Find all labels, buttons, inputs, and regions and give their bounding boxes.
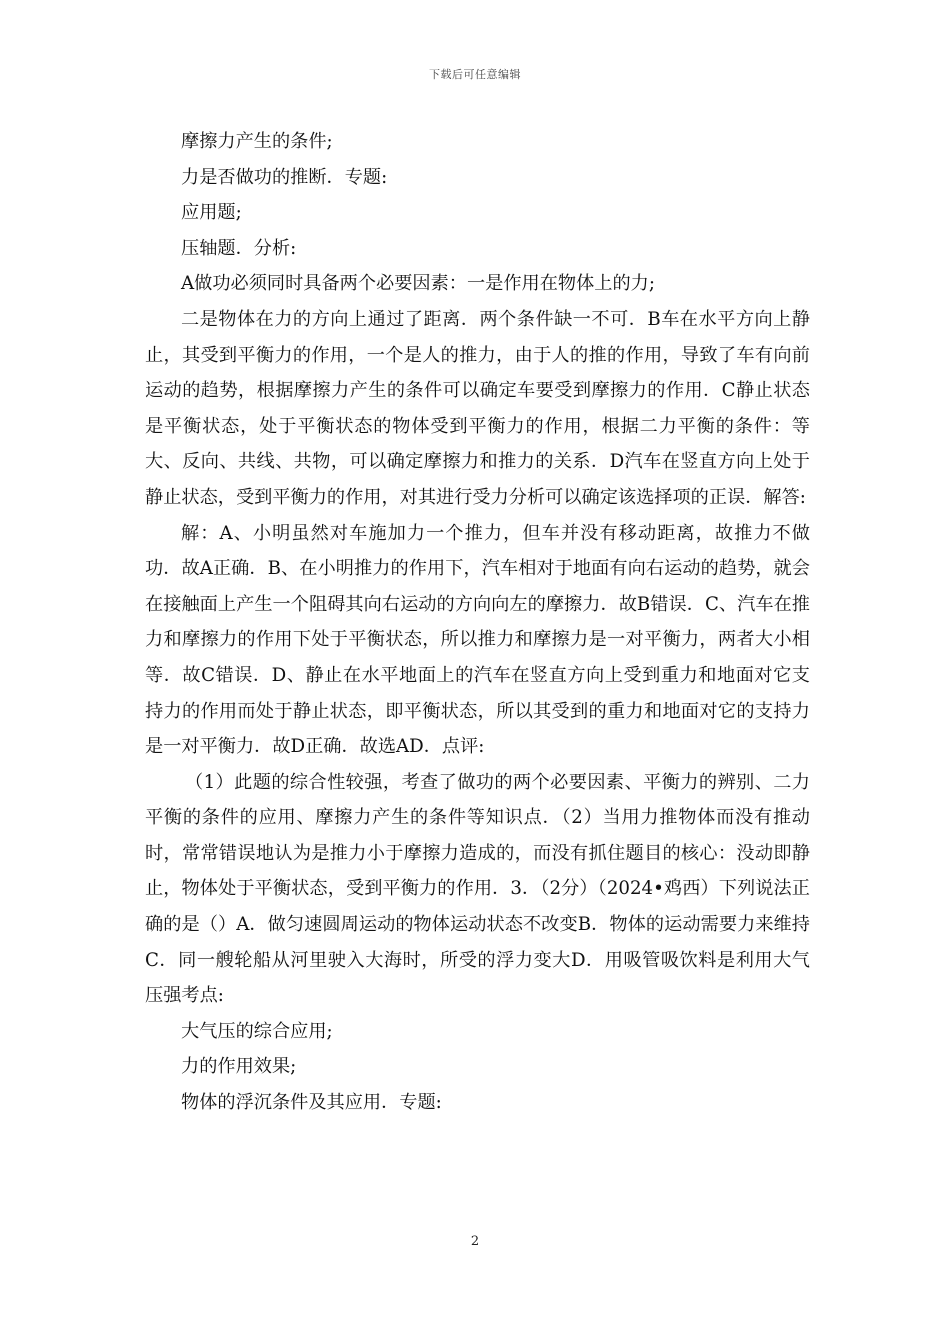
paragraph: A做功必须同时具备两个必要因素：一是作用在物体上的力; — [181, 273, 655, 295]
paragraph: 压轴题．分析: — [181, 237, 297, 259]
page-header: 下载后可任意编辑 — [429, 68, 521, 81]
paragraph: 大气压的综合应用; — [181, 1020, 333, 1042]
page-number: 2 — [470, 1234, 480, 1249]
paragraph: （1）此题的综合性较强，考查了做功的两个必要因素、平衡力的辨别、二力平衡的条件的应用、摩擦力产生的条件等知识点．（2）当用力推物体而没有推动时，常常错误地认为是推力小于摩擦力造成的，而没有抓住题目的核心：没动即静止，物体处于平衡状态，受到平衡力的作用．3．（2分）（2024•鸡西）下列说法正确的是（）A．做匀速圆周运动的物体运动状态不改变B．物体的运动需要力来维持C．同一艘轮船从河里驶入大海时，所受的浮力变大D．用吸管吸饮料是利用大气压强考点: — [145, 771, 810, 1007]
paragraph: 摩擦力产生的条件; — [181, 131, 333, 152]
paragraph: 应用题; — [181, 202, 242, 224]
paragraph: 物体的浮沉条件及其应用．专题: — [181, 1092, 442, 1114]
paragraph: 力的作用效果; — [181, 1056, 297, 1078]
paragraph: 解：A、小明虽然对车施加力一个推力，但车并没有移动距离，故推力不做功．故A正确．B、在小明推力的作用下，汽车相对于地面有向右运动的趋势，就会在接触面上产生一个阻碍其向右运动的方向向左的摩擦力．故B错误．C、汽车在推力和摩擦力的作用下处于平衡状态，所以推力和摩擦力是一对平衡力，两者大小相等．故C错误．D、静止在水平地面上的汽车在竖直方向上受到重力和地面对它支持力的作用而处于静止状态，即平衡状态，所以其受到的重力和地面对它的支持力是一对平衡力．故D正确．故选AD．点评: — [145, 522, 810, 758]
document-body — [145, 124, 810, 1121]
paragraph: 二是物体在力的方向上通过了距离．两个条件缺一不可．B车在水平方向上静止，其受到平衡力的作用，一个是人的推力，由于人的推的作用，导致了车有向前运动的趋势，根据摩擦力产生的条件可以确定车要受到摩擦力的作用．C静止状态是平衡状态，处于平衡状态的物体受到平衡力的作用，根据二力平衡的条件：等大、反向、共线、共物，可以确定摩擦力和推力的关系．D汽车在竖直方向上处于静止状态，受到平衡力的作用，对其进行受力分析可以确定该选择项的正误．解答: — [145, 308, 810, 508]
paragraph: 力是否做功的推断．专题: — [181, 166, 388, 188]
